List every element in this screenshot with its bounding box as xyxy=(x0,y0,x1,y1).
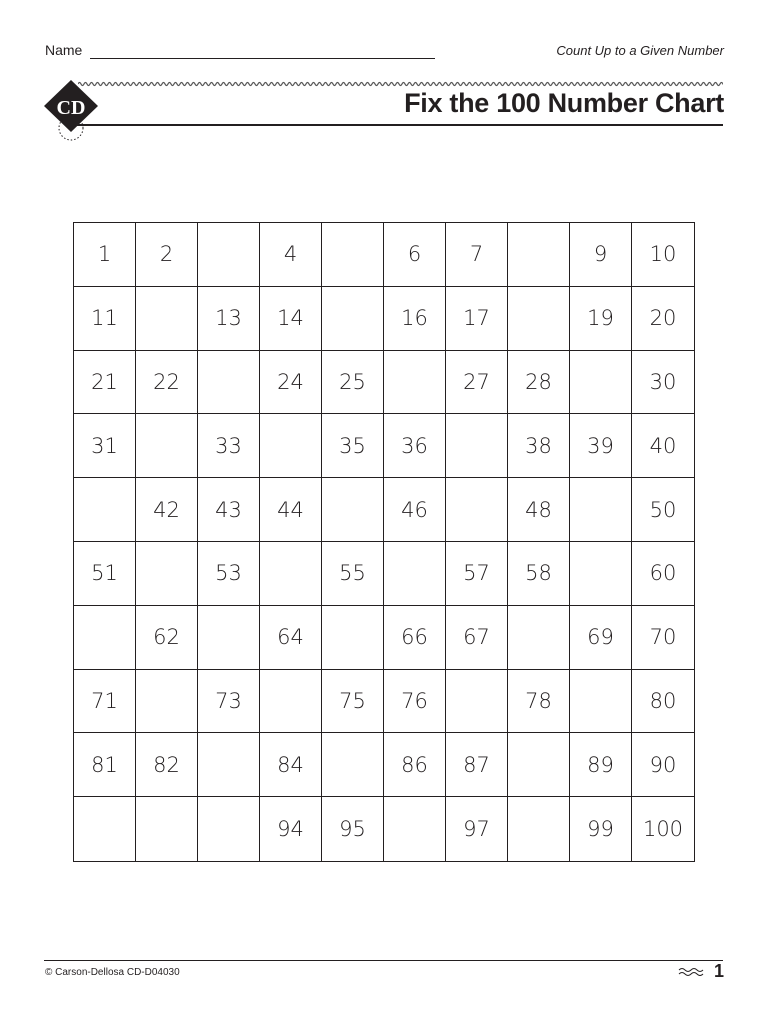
chart-cell: 40 xyxy=(632,414,694,478)
chart-cell: 35 xyxy=(322,414,384,478)
chart-cell-blank[interactable] xyxy=(198,797,260,861)
chart-cell: 69 xyxy=(570,606,632,670)
chart-cell-blank[interactable] xyxy=(198,606,260,670)
chart-cell-blank[interactable] xyxy=(446,478,508,542)
page-number: 1 xyxy=(713,961,724,981)
chart-cell: 50 xyxy=(632,478,694,542)
chart-cell: 7 xyxy=(446,223,508,287)
chart-cell-blank[interactable] xyxy=(384,542,446,606)
chart-cell-blank[interactable] xyxy=(136,670,198,734)
chart-cell-blank[interactable] xyxy=(570,542,632,606)
chart-cell: 11 xyxy=(74,287,136,351)
chart-cell-blank[interactable] xyxy=(260,414,322,478)
chart-cell-blank[interactable] xyxy=(508,606,570,670)
chart-cell: 64 xyxy=(260,606,322,670)
chart-cell: 48 xyxy=(508,478,570,542)
chart-cell-blank[interactable] xyxy=(384,351,446,415)
chart-cell: 78 xyxy=(508,670,570,734)
chart-cell-blank[interactable] xyxy=(508,797,570,861)
chart-cell: 80 xyxy=(632,670,694,734)
svg-text:CD: CD xyxy=(56,97,86,119)
chart-cell: 4 xyxy=(260,223,322,287)
chart-cell: 46 xyxy=(384,478,446,542)
chart-cell: 39 xyxy=(570,414,632,478)
chart-cell: 31 xyxy=(74,414,136,478)
chart-cell: 6 xyxy=(384,223,446,287)
chart-cell: 86 xyxy=(384,733,446,797)
chart-cell: 27 xyxy=(446,351,508,415)
chart-cell: 95 xyxy=(322,797,384,861)
chart-cell: 1 xyxy=(74,223,136,287)
chart-cell-blank[interactable] xyxy=(136,797,198,861)
chart-cell: 75 xyxy=(322,670,384,734)
chart-cell: 30 xyxy=(632,351,694,415)
chart-cell: 20 xyxy=(632,287,694,351)
chart-cell: 10 xyxy=(632,223,694,287)
chart-cell: 22 xyxy=(136,351,198,415)
chart-cell-blank[interactable] xyxy=(74,606,136,670)
chart-cell-blank[interactable] xyxy=(322,478,384,542)
chart-cell-blank[interactable] xyxy=(384,797,446,861)
chart-cell: 28 xyxy=(508,351,570,415)
chart-cell: 17 xyxy=(446,287,508,351)
chart-cell: 58 xyxy=(508,542,570,606)
chart-cell: 94 xyxy=(260,797,322,861)
chart-cell-blank[interactable] xyxy=(136,542,198,606)
wave-icon xyxy=(678,966,706,976)
chart-cell: 24 xyxy=(260,351,322,415)
worksheet-subtitle: Count Up to a Given Number xyxy=(556,43,724,58)
chart-cell: 55 xyxy=(322,542,384,606)
chart-cell: 42 xyxy=(136,478,198,542)
chart-cell: 38 xyxy=(508,414,570,478)
chart-cell: 70 xyxy=(632,606,694,670)
chart-cell: 13 xyxy=(198,287,260,351)
chart-cell-blank[interactable] xyxy=(198,351,260,415)
chart-cell-blank[interactable] xyxy=(260,670,322,734)
chart-cell: 57 xyxy=(446,542,508,606)
title-rule xyxy=(75,124,723,126)
chart-cell-blank[interactable] xyxy=(74,478,136,542)
chart-cell-blank[interactable] xyxy=(322,733,384,797)
chart-cell: 25 xyxy=(322,351,384,415)
chart-cell: 36 xyxy=(384,414,446,478)
name-label: Name xyxy=(45,42,83,58)
chart-cell-blank[interactable] xyxy=(74,797,136,861)
number-chart xyxy=(73,222,695,862)
page-title: Fix the 100 Number Chart xyxy=(404,88,724,118)
chart-cell-blank[interactable] xyxy=(322,287,384,351)
chart-cell: 97 xyxy=(446,797,508,861)
chart-cell: 2 xyxy=(136,223,198,287)
chart-cell: 90 xyxy=(632,733,694,797)
name-field[interactable] xyxy=(90,58,435,59)
chart-cell-blank[interactable] xyxy=(260,542,322,606)
chart-cell: 14 xyxy=(260,287,322,351)
chart-cell: 81 xyxy=(74,733,136,797)
chart-cell: 67 xyxy=(446,606,508,670)
chart-cell: 19 xyxy=(570,287,632,351)
chart-cell-blank[interactable] xyxy=(570,670,632,734)
chart-cell: 66 xyxy=(384,606,446,670)
chart-cell: 43 xyxy=(198,478,260,542)
chart-cell-blank[interactable] xyxy=(322,606,384,670)
chart-cell: 62 xyxy=(136,606,198,670)
chart-cell: 84 xyxy=(260,733,322,797)
chart-cell-blank[interactable] xyxy=(508,223,570,287)
chart-cell: 99 xyxy=(570,797,632,861)
chart-cell: 16 xyxy=(384,287,446,351)
wavy-divider xyxy=(78,80,723,88)
chart-cell: 21 xyxy=(74,351,136,415)
chart-cell-blank[interactable] xyxy=(198,733,260,797)
footer-rule xyxy=(44,960,723,961)
chart-cell-blank[interactable] xyxy=(570,478,632,542)
copyright: © Carson-Dellosa CD-D04030 xyxy=(45,967,180,978)
chart-cell-blank[interactable] xyxy=(570,351,632,415)
chart-cell-blank[interactable] xyxy=(446,670,508,734)
chart-cell: 73 xyxy=(198,670,260,734)
chart-cell: 51 xyxy=(74,542,136,606)
chart-cell-blank[interactable] xyxy=(136,414,198,478)
chart-cell: 9 xyxy=(570,223,632,287)
chart-cell: 100 xyxy=(642,817,684,842)
chart-cell: 33 xyxy=(198,414,260,478)
chart-cell: 89 xyxy=(570,733,632,797)
chart-cell-blank[interactable] xyxy=(322,223,384,287)
chart-cell-blank[interactable] xyxy=(446,414,508,478)
chart-cell: 71 xyxy=(74,670,136,734)
chart-cell: 76 xyxy=(384,670,446,734)
chart-cell: 53 xyxy=(198,542,260,606)
chart-cell: 82 xyxy=(136,733,198,797)
chart-cell-blank[interactable] xyxy=(136,287,198,351)
chart-cell-blank[interactable] xyxy=(198,223,260,287)
chart-cell: 44 xyxy=(260,478,322,542)
chart-cell: 87 xyxy=(446,733,508,797)
chart-cell-blank[interactable] xyxy=(508,287,570,351)
chart-cell: 60 xyxy=(632,542,694,606)
chart-cell-blank[interactable] xyxy=(508,733,570,797)
